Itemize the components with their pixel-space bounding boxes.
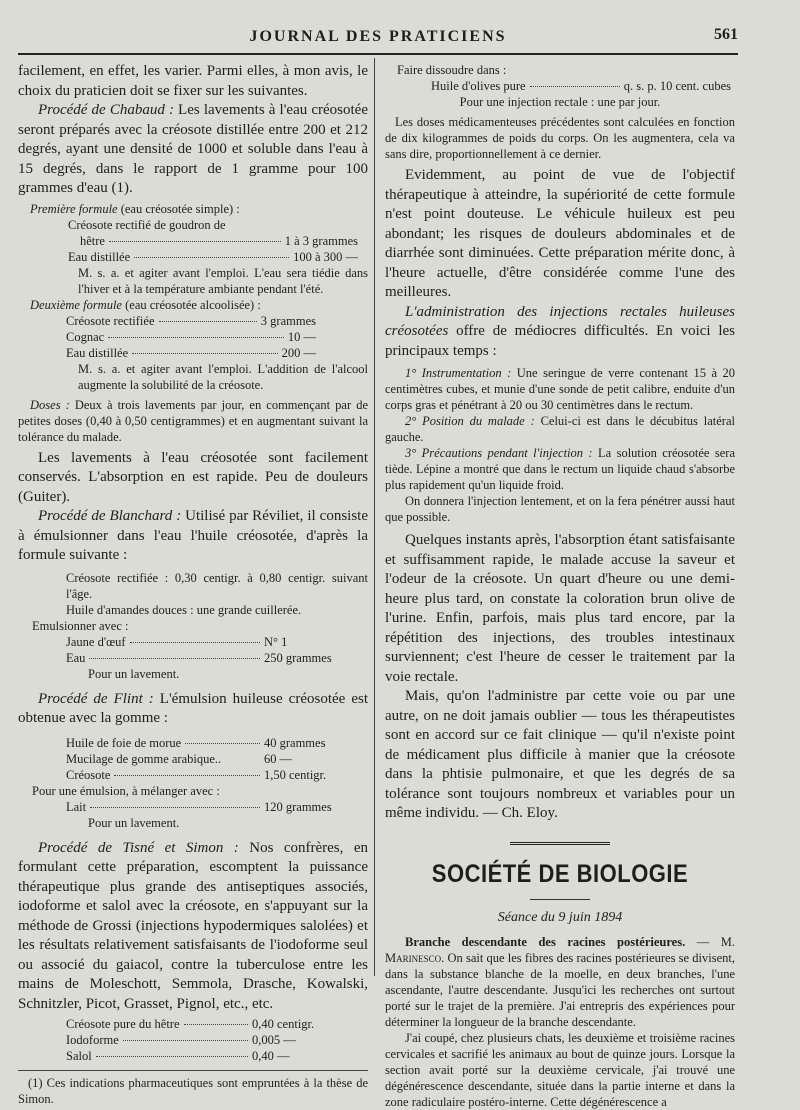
ingredient: Eau distillée <box>66 345 129 360</box>
quantity: 3 grammes <box>260 313 316 328</box>
doses-text: Deux à trois lavements par jour, en commençant par de petites doses (0,40 à 0,50 centigrammes) et en augmentant suivant la tolérance du malade. <box>18 397 368 444</box>
header-rule <box>18 53 738 55</box>
formula-label: Deuxième formule <box>30 297 122 312</box>
recipe-line: Pour une injection rectale : une par jour. <box>459 95 661 109</box>
recipe-line: Emulsionner avec : <box>32 618 129 633</box>
running-header <box>18 24 738 52</box>
step-instrumentation <box>385 365 735 413</box>
quantity: 200 — <box>281 345 316 360</box>
communication-title: Branche descendante des racines postérieures. <box>405 934 686 949</box>
ingredient: Huile d'olives pure <box>431 79 526 93</box>
recipe-row <box>68 249 358 265</box>
formula-heading <box>30 297 368 313</box>
paragraph-text: Utilisé par Réviliet, il consiste à émulsionner dans l'eau l'huile créosotée, d'après la formule suivante : <box>18 508 368 563</box>
step-text: Celui-ci est dans le décubitus latéral gauche. <box>385 414 735 444</box>
step-injection: On donnera l'injection lentement, et on la fera pénétrer aussi haut que possible. <box>385 494 735 524</box>
left-column <box>18 62 368 1107</box>
step-label: 2° Position du malade : <box>405 414 535 428</box>
quantity: 100 à 300 — <box>293 249 358 264</box>
step-position <box>385 413 735 445</box>
recipe-row <box>66 634 336 650</box>
doses-paragraph <box>18 397 368 445</box>
quantity: 0,005 — <box>252 1033 296 1047</box>
recipe-row <box>66 650 336 666</box>
procede-label: Procédé de Chabaud : <box>38 102 174 118</box>
paragraph: J'ai coupé, chez plusieurs chats, les deuxième et troisième racines cervicales et sacrifié les animaux au bout de quinze jours. Lorsque la section avait porté sur la deuxième cervicale, j'ai trouvé une dégénérescence descendante, située dans la partie interne et dans la zone radiculaire postéro-interne. Cette dégénérescence a <box>385 1030 735 1109</box>
procede-label: Procédé de Flint : <box>38 690 154 707</box>
step-precautions <box>385 445 735 493</box>
doses-note: Les doses médicamenteuses précédentes sont calculées en fonction de dix kilogrammes de poids du corps. On les augmentera, cela va sans dire, proportionnellement à ce dernier. <box>385 115 735 161</box>
quantity: q. s. p. 10 cent. cubes <box>623 79 731 93</box>
formula-subtitle: (eau créosotée alcoolisée) : <box>121 297 261 312</box>
ingredient: hêtre <box>80 233 105 248</box>
ingredient: Lait <box>66 799 87 814</box>
paragraph-chabaud <box>18 101 368 199</box>
procede-label: Procédé de Tisné et Simon : <box>38 839 239 856</box>
recipe-line: Créosote rectifiée : 0,30 centigr. à 0,80 centigr. suivant l'âge. <box>66 570 368 601</box>
paragraph-text: On sait que les fibres des racines postérieures se divisent, dans la substance blanche de la moelle, en deux branches, l'une ascendante, l'autre descendante. Jusqu'ici les recherches ont surtout porté sur le trajet de la première. J'ai entrepris des expériences pour déterminer la longueur de la branche descendante. <box>385 950 735 1029</box>
procede-label: Procédé de Blanchard : <box>38 508 182 524</box>
recipe-list <box>68 217 358 265</box>
session-date: Séance du 9 juin 1894 <box>497 909 623 925</box>
paragraph-text: Les lavements à l'eau créosotée seront préparés avec la créosote distillée entre 200 et 212 degrés, ayant une densité de 1000 et soluble dans l'eau à 15 degrés, dans le rapport de 1 gramme pour 100 grammes d'eau (1). <box>18 102 368 196</box>
footnote: (1) Ces indications pharmaceutiques sont empruntées à la thèse de Simon. <box>18 1076 368 1106</box>
recipe-line: Créosote rectifié de goudron de <box>68 217 226 232</box>
recipe-row <box>66 767 346 783</box>
paragraph-blanchard <box>18 507 368 566</box>
quantity: 0,40 centigr. <box>252 1017 315 1031</box>
paragraph-administration <box>385 303 735 362</box>
recipe-row <box>66 1048 326 1064</box>
formula-heading <box>30 201 368 217</box>
quantity: 60 — <box>264 751 293 766</box>
journal-title: JOURNAL DES PRATICIENS <box>249 28 507 45</box>
footnote-rule <box>18 1070 368 1071</box>
page-number: 561 <box>714 26 738 43</box>
quantity: 1,50 centigr. <box>264 767 327 782</box>
paragraph-text: Nos confrères, en formulant cette préparation, escomptent la puissance thérapeutique plus grande des antiseptiques associés, iodoforme et salol avec la créosote, en s'appuyant sur la méthode de Grossi (injections hypodermiques salolées) et les résultats relativement satisfaisants de l'iodoforme seul ou associé du gaiacol, contre la tuberculose entre les mains de Moleschott, Semmola, Drasche, Kowalski, Schnitzler, Picot, Grasset, Pignol, etc., etc. <box>18 839 369 1012</box>
formula-note: M. s. a. et agiter avant l'emploi. L'eau sera tiédie dans l'hiver et à la température ambiante pendant l'été. <box>78 265 368 296</box>
italic-phrase: L'administration des injections rectales huileuses créosotées <box>385 303 735 339</box>
recipe-line: Pour une émulsion, à mélanger avec : <box>32 783 220 798</box>
ingredient: Créosote pure du hêtre <box>66 1017 180 1031</box>
recipe-list <box>66 735 346 783</box>
title-underline <box>530 899 590 900</box>
recipe-row <box>66 799 346 815</box>
step-text: Une seringue de verre contenant 15 à 20 centimètres cubes, et munie d'une sonde de petit calibre, enduite d'un corps gras et pénétrant à 20 ou 30 centimètres dans le rectum. <box>385 366 735 412</box>
ingredient: Cognac <box>66 329 105 344</box>
paragraph-tisne <box>18 839 368 1015</box>
quantity: 250 grammes <box>264 650 332 665</box>
doses-label: Doses : <box>30 397 70 412</box>
formula-note: M. s. a. et agiter avant l'emploi. L'addition de l'alcool augmente la solubilité de la créosote. <box>78 361 368 392</box>
recipe-row <box>431 78 731 94</box>
recipe-row <box>80 233 358 249</box>
paragraph: Mais, qu'on l'administre par cette voie ou par une autre, on ne doit jamais oublier — tous les thérapeutistes sont en accord sur ce fait clinique — qu'il n'existe point de médicament plus difficile à manier que la créosote dans la phtisie pulmonaire, et que les degrés de sa tolérance sont toujours nombreux et variables pour un même individu. — Ch. Eloy. <box>385 688 735 821</box>
step-text: La solution créosotée sera tiède. Lépine a montré que dans le rectum un liquide chaud s'absorbe plus rapidement qu'un liquide froid. <box>385 446 735 492</box>
paragraph: facilement, en effet, les varier. Parmi elles, à mon avis, le choix du praticien doit se fixer sur les suivantes. <box>18 63 368 99</box>
paragraph: Quelques instants après, l'absorption étant satisfaisante et suffisamment rapide, le malade accuse la saveur et l'odeur de la créosote. Un quart d'heure ou une demi-heure plus tard, on constate la coloration brun olive de l'urine. Enfin, parfois, mais plus tard encore, par la répétition des injections, des troubles intestinaux surviennent; c'est l'heure de cesser le traitement par la voie rectale. <box>385 532 735 685</box>
quantity: 10 — <box>287 329 316 344</box>
paragraph-flint <box>18 690 368 729</box>
recipe-list <box>66 1016 326 1064</box>
recipe-line: Pour un lavement. <box>88 815 180 830</box>
ingredient: Iodoforme <box>66 1033 119 1047</box>
paragraph: Les lavements à l'eau créosotée sont facilement conservés. L'absorption en est rapide. Peu de douleurs (Guiter). <box>18 449 368 505</box>
column-divider <box>374 58 375 976</box>
section-separator <box>510 842 610 845</box>
quantity: 0,40 — <box>252 1049 290 1063</box>
ingredient: Eau <box>66 650 86 665</box>
paragraph-text: offre de médiocres difficultés. En voici les principaux temps : <box>385 323 735 359</box>
paragraph-text: L'émulsion huileuse créosotée est obtenue avec la gomme : <box>18 690 368 726</box>
ingredient: Eau distillée <box>68 249 131 264</box>
recipe-row <box>66 329 316 345</box>
recipe-row <box>66 313 316 329</box>
quantity: 40 grammes <box>264 735 326 750</box>
recipe-list <box>66 313 316 361</box>
quantity: N° 1 <box>264 634 288 649</box>
recipe-row <box>66 345 316 361</box>
recipe-list <box>66 634 336 666</box>
ingredient: Créosote rectifiée <box>66 313 155 328</box>
step-label: 3° Précautions pendant l'injection : <box>405 446 593 460</box>
recipe-row <box>66 751 346 767</box>
ingredient: Salol <box>66 1049 92 1063</box>
recipe-list <box>66 799 346 815</box>
communication-paragraph <box>385 934 735 1030</box>
right-column <box>385 62 735 1110</box>
ingredient: Créosote <box>66 767 111 782</box>
ingredient: Huile de foie de morue <box>66 735 182 750</box>
quantity: 120 grammes <box>264 799 332 814</box>
recipe-line: Faire dissoudre dans : <box>397 63 507 77</box>
quantity: 1 à 3 grammes <box>284 233 358 248</box>
recipe-list <box>431 78 731 94</box>
formula-label: Première formule <box>30 201 118 216</box>
ingredient: Mucilage de gomme arabique.. <box>66 751 222 766</box>
ingredient: Jaune d'œuf <box>66 634 126 649</box>
step-label: 1° Instrumentation : <box>405 366 512 380</box>
recipe-row <box>66 1016 326 1032</box>
recipe-line: Huile d'amandes douces : une grande cuillerée. <box>66 602 302 617</box>
communication-author: — M. Marinesco. <box>385 934 735 965</box>
recipe-row <box>66 735 346 751</box>
paragraph: Evidemment, au point de vue de l'objectif thérapeutique à atteindre, la supériorité de cette formule n'est point douteuse. Le véhicule huileux est peu abondant; les risques de douleurs abdominales et de diarrhée sont diminuées. Cette préparation mérite donc, à l'heure actuelle, d'être considérée comme l'une des meilleures. <box>385 167 735 300</box>
recipe-line: Pour un lavement. <box>88 666 180 681</box>
formula-subtitle: (eau créosotée simple) : <box>117 201 240 216</box>
section-title: SOCIÉTÉ DE BIOLOGIE <box>431 858 689 888</box>
